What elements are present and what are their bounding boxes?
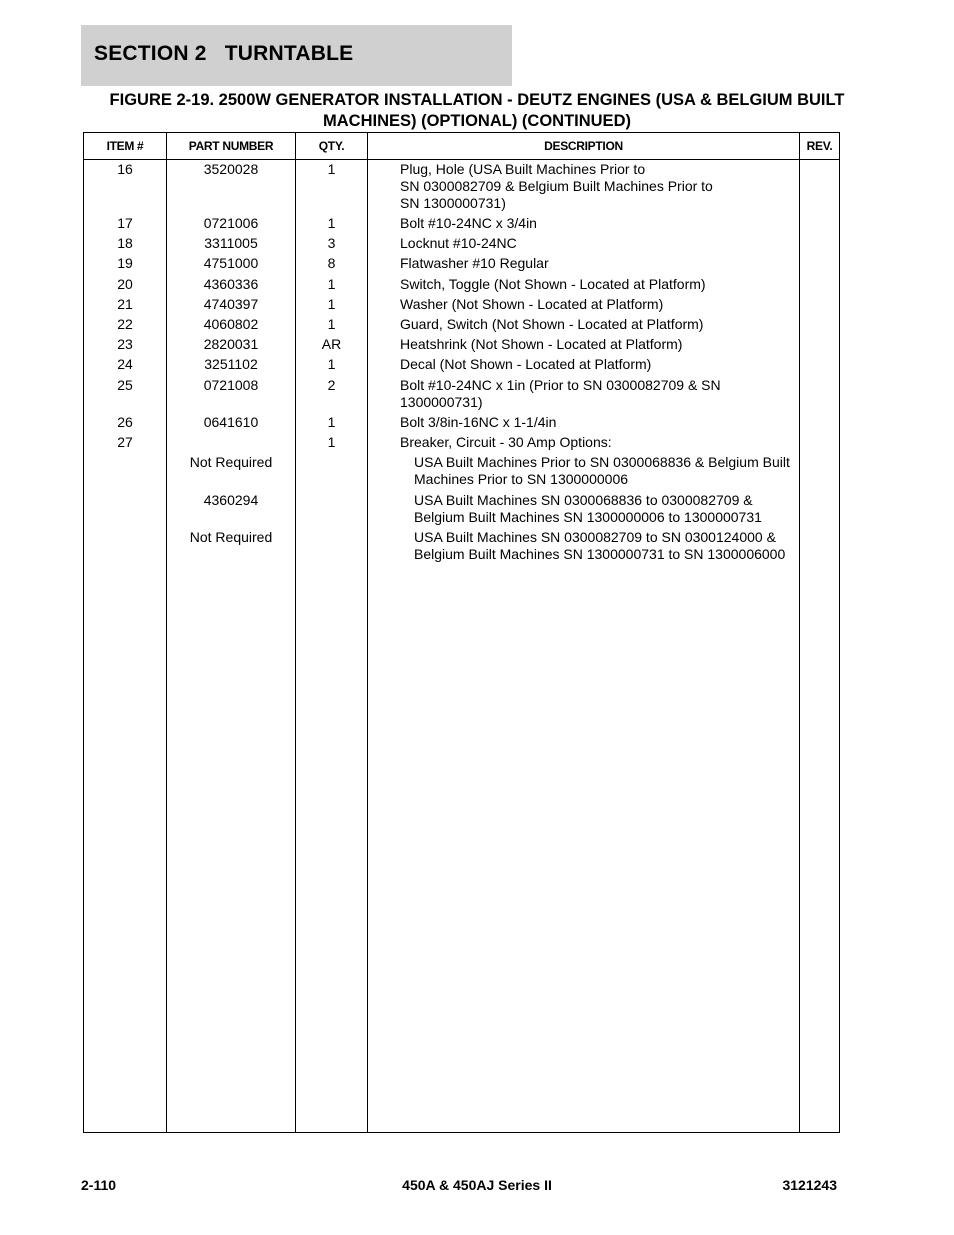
description-line: Guard, Switch (Not Shown - Located at Platform) [400,316,704,332]
quantity: 1 [327,161,336,177]
item-number: 24 [117,356,133,372]
header-item: ITEM # [106,139,144,153]
header-rev: REV. [806,139,833,153]
quantity: 1 [327,276,336,292]
quantity: 1 [327,215,336,231]
quantity: 3 [327,235,336,251]
description-line: Bolt 3/8in-16NC x 1-1/4in [400,414,557,430]
parts-table [83,132,840,1133]
footer-model: 450A & 450AJ Series II [402,1177,552,1193]
quantity: 1 [327,296,336,312]
item-number: 23 [117,336,133,352]
part-number: 3520028 [203,161,259,177]
section-title: SECTION 2 TURNTABLE [94,42,354,65]
item-number: 25 [117,377,133,393]
item-number: 17 [117,215,133,231]
description-line: USA Built Machines Prior to SN 0300068836 & Belgium Built [414,454,790,470]
item-number: 16 [117,161,133,177]
part-number: 4360336 [203,276,259,292]
item-number: 22 [117,316,133,332]
description-line: SN 0300082709 & Belgium Built Machines Prior to [400,178,713,194]
quantity: 1 [327,434,336,450]
description-line: 1300000731) [400,394,483,410]
description-line: Belgium Built Machines SN 1300000006 to 1300000731 [414,509,762,525]
figure-title: FIGURE 2-19. 2500W GENERATOR INSTALLATION - DEUTZ ENGINES (USA & BELGIUM BUILT MACHINES) (OPTIONAL) (CONTINUED) [109,91,845,130]
description-line: USA Built Machines SN 0300068836 to 0300082709 & [414,492,753,508]
item-number: 18 [117,235,133,251]
item-number: 26 [117,414,133,430]
description-line: Bolt #10-24NC x 1in (Prior to SN 0300082709 & SN [400,377,721,393]
item-number: 21 [117,296,133,312]
description-line: SN 1300000731) [400,195,506,211]
quantity: 1 [327,414,336,430]
header-description: DESCRIPTION [544,139,623,153]
description-line: Decal (Not Shown - Located at Platform) [400,356,652,372]
footer-page-number: 2-110 [81,1177,117,1193]
part-number: 0721006 [203,215,259,231]
footer-doc-number: 3121243 [782,1177,837,1193]
item-number: 20 [117,276,133,292]
column-divider [367,133,368,1132]
quantity: 1 [327,356,336,372]
description-line: Plug, Hole (USA Built Machines Prior to [400,161,646,177]
part-number: 4751000 [203,255,259,271]
description-line: Heatshrink (Not Shown - Located at Platform) [400,336,683,352]
part-number: 4360294 [203,492,259,508]
header-part-number: PART NUMBER [188,139,274,153]
part-number: Not Required [189,529,273,545]
description-line: Washer (Not Shown - Located at Platform) [400,296,664,312]
part-number: 2820031 [203,336,259,352]
quantity: AR [321,336,342,352]
part-number: Not Required [189,454,273,470]
part-number: 3251102 [204,356,258,372]
header-qty: QTY. [318,139,345,153]
section-banner [81,25,512,86]
item-number: 19 [117,255,133,271]
description-line: Bolt #10-24NC x 3/4in [400,215,537,231]
part-number: 3311005 [204,235,258,251]
part-number: 4740397 [203,296,259,312]
description-line: Flatwasher #10 Regular [400,255,549,271]
quantity: 2 [327,377,336,393]
part-number: 4060802 [203,316,259,332]
description-line: Switch, Toggle (Not Shown - Located at Platform) [400,276,706,292]
description-line: Belgium Built Machines SN 1300000731 to SN 1300006000 [414,546,786,562]
header-divider [84,159,839,160]
description-line: USA Built Machines SN 0300082709 to SN 0300124000 & [414,529,776,545]
description-line: Locknut #10-24NC [400,235,517,251]
description-line: Breaker, Circuit - 30 Amp Options: [400,434,612,450]
quantity: 8 [327,255,336,271]
part-number: 0641610 [203,414,259,430]
item-number: 27 [117,434,133,450]
description-line: Machines Prior to SN 1300000006 [414,471,629,487]
part-number: 0721008 [203,377,259,393]
column-divider [799,133,800,1132]
quantity: 1 [327,316,336,332]
